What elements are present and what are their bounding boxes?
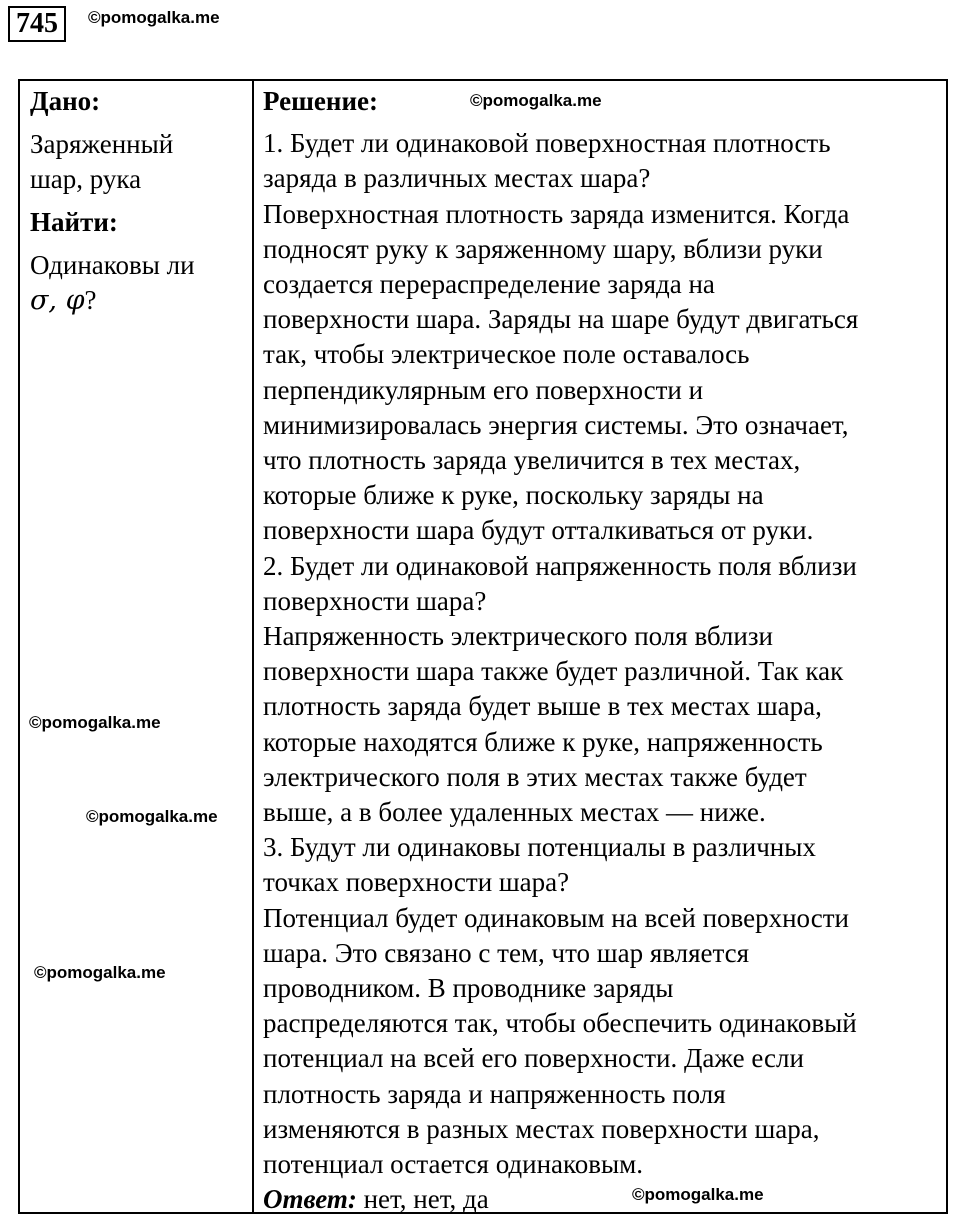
- answer-line: [263, 1182, 948, 1217]
- given-column: [30, 81, 245, 318]
- given-line: шар, рука: [30, 164, 142, 194]
- find-suffix: ?: [84, 285, 97, 315]
- solution-line: проводником. В проводнике заряды: [263, 973, 674, 1004]
- solution-line: распределяются так, чтобы обеспечить одинаковый: [263, 1008, 857, 1039]
- solution-line: Потенциал будет одинаковым на всей поверхности: [263, 902, 849, 933]
- watermark-left-2: ©pomogalka.me: [86, 807, 218, 826]
- problem-number: 745: [8, 6, 66, 42]
- find-line: Одинаковы ли: [30, 250, 195, 280]
- solution-line: которые ближе к руке, поскольку заряды на: [263, 480, 764, 511]
- answer-value: нет, нет, да: [356, 1184, 489, 1215]
- watermark-solution-bottom: ©pomogalka.me: [632, 1185, 764, 1204]
- solution-line: 2. Будет ли одинаковой напряженность поля вблизи: [263, 550, 857, 581]
- solution-line: подносят руку к заряженному шару, вблизи руки: [263, 233, 823, 264]
- solution-line: минимизировалась энергия системы. Это означает,: [263, 409, 849, 440]
- solution-line: 1. Будет ли одинаковой поверхностная плотность: [263, 128, 831, 159]
- solution-line: что плотность заряда увеличится в тех местах,: [263, 445, 801, 476]
- solution-line: поверхности шара также будет различной. Так как: [263, 656, 844, 687]
- watermark-solution-top: ©pomogalka.me: [470, 91, 602, 110]
- solution-line: так, чтобы электрическое поле оставалось: [263, 339, 750, 370]
- watermark-left-1: ©pomogalka.me: [29, 713, 161, 732]
- answer-label: Ответ:: [263, 1184, 357, 1215]
- find-symbols: σ, φ: [30, 285, 85, 316]
- solution-line: перпендикулярным его поверхности и: [263, 374, 704, 405]
- find-heading: Найти:: [30, 207, 118, 237]
- watermark-left-3: ©pomogalka.me: [34, 963, 166, 982]
- given-heading: Дано:: [30, 86, 101, 116]
- watermark-header: ©pomogalka.me: [88, 8, 220, 27]
- solution-line: Напряженность электрического поля вблизи: [263, 621, 773, 652]
- solution-line: поверхности шара будут отталкиваться от руки.: [263, 515, 814, 546]
- solution-line: электрического поля в этих местах также будет: [263, 761, 807, 792]
- solution-line: потенциал на всей его поверхности. Даже если: [263, 1043, 804, 1074]
- solution-table: [18, 79, 948, 1214]
- solution-line: изменяются в разных местах поверхности шара,: [263, 1113, 820, 1144]
- solution-line: выше, а в более удаленных местах — ниже.: [263, 797, 766, 828]
- solution-heading: Решение:: [263, 86, 378, 116]
- solution-line: Поверхностная плотность заряда изменится. Когда: [263, 198, 850, 229]
- solution-line: заряда в различных местах шара?: [263, 163, 651, 194]
- column-divider: [252, 81, 254, 1212]
- solution-line: создается перераспределение заряда на: [263, 269, 715, 300]
- solution-line: которые находятся ближе к руке, напряженность: [263, 726, 823, 757]
- solution-text: [263, 126, 948, 1182]
- solution-line: плотность заряда и напряженность поля: [263, 1078, 726, 1109]
- given-line: Заряженный: [30, 129, 174, 159]
- solution-line: шара. Это связано с тем, что шар является: [263, 937, 750, 968]
- solution-line: плотность заряда будет выше в тех местах шара,: [263, 691, 822, 722]
- solution-column: [263, 81, 948, 1218]
- solution-line: поверхности шара. Заряды на шаре будут двигаться: [263, 304, 859, 335]
- solution-line: 3. Будут ли одинаковы потенциалы в различных: [263, 832, 816, 863]
- solution-line: потенциал остается одинаковым.: [263, 1149, 644, 1180]
- solution-line: поверхности шара?: [263, 585, 487, 616]
- solution-line: точках поверхности шара?: [263, 867, 570, 898]
- find-symbols-line: [30, 283, 245, 318]
